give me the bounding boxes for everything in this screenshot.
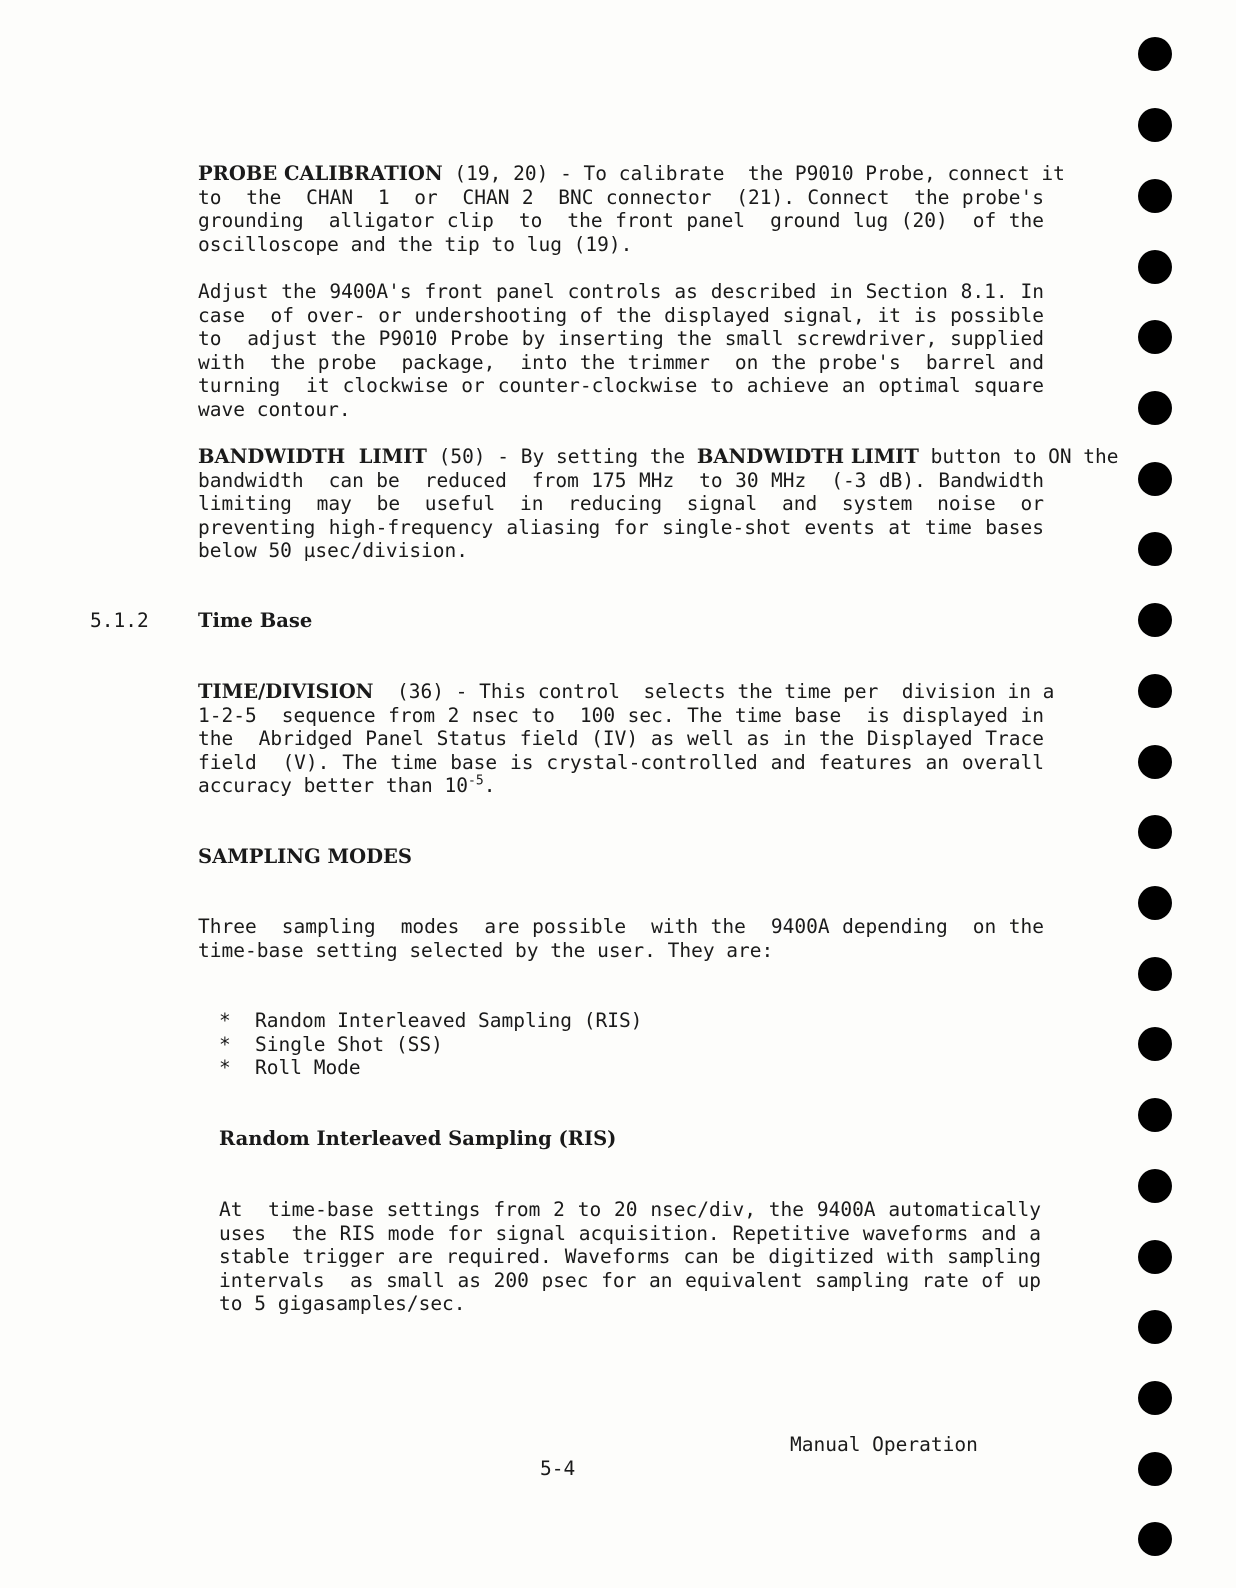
- list-item: Random Interleaved Sampling (RIS): [255, 1009, 643, 1032]
- list-item-bullet: *: [219, 1033, 231, 1056]
- probe-calibration-line-4: oscilloscope and the tip to lug (19).: [198, 232, 633, 256]
- bandwidth-limit-paragraph: [198, 445, 1119, 563]
- accuracy-exponent: -5: [468, 773, 484, 789]
- punch-hole: [1138, 674, 1172, 708]
- punch-hole: [1138, 815, 1172, 849]
- sampling-intro-line-2: time-base setting selected by the user. They are:: [198, 938, 774, 962]
- ris-line-2: uses the RIS mode for signal acquisition. Repetitive waveforms and a: [219, 1221, 1041, 1245]
- punch-hole: [1138, 532, 1172, 566]
- list-item: Roll Mode: [255, 1056, 361, 1079]
- punch-hole: [1138, 391, 1172, 425]
- bandwidth-line-5: below 50 µsec/division.: [198, 539, 469, 563]
- punch-hole: [1138, 1169, 1172, 1203]
- list-item-bullet: *: [219, 1056, 231, 1079]
- adjust-line-2: case of over- or undershooting of the displayed signal, it is possible: [198, 303, 1044, 327]
- ris-line-1: At time-base settings from 2 to 20 nsec/div, the 9400A automatically: [219, 1198, 1041, 1221]
- ris-line-4: intervals as small as 200 psec for an equivalent sampling rate of up: [219, 1268, 1041, 1292]
- time-division-line-1: TIME/DIVISION (36) - This control selects the time per division in a: [198, 680, 1055, 703]
- bandwidth-limit-heading: BANDWIDTH LIMIT: [198, 445, 427, 468]
- list-item-bullet: *: [219, 1009, 231, 1032]
- footer-section-label: Manual Operation: [790, 1433, 978, 1456]
- punch-hole: [1138, 886, 1172, 920]
- sampling-modes-intro: [198, 915, 1044, 962]
- probe-calibration-line-1: PROBE CALIBRATION (19, 20) - To calibrate the P9010 Probe, connect it: [198, 162, 1065, 185]
- punch-hole: [1138, 108, 1172, 142]
- probe-calibration-paragraph: [198, 162, 1065, 256]
- time-division-line-4: field (V). The time base is crystal-controlled and features an overall: [198, 750, 1044, 774]
- punch-hole: [1138, 1098, 1172, 1132]
- adjust-paragraph: [198, 280, 1044, 422]
- bandwidth-line-2: bandwidth can be reduced from 175 MHz to 30 MHz (-3 dB). Bandwidth: [198, 468, 1044, 492]
- punch-hole: [1138, 179, 1172, 213]
- punch-hole: [1138, 603, 1172, 637]
- adjust-line-4: with the probe package, into the trimmer on the probe's barrel and: [198, 350, 1044, 374]
- punch-hole: [1138, 320, 1172, 354]
- bandwidth-line-4: preventing high-frequency aliasing for single-shot events at time bases: [198, 515, 1044, 539]
- time-division-line-5: accuracy better than $10^{-5}$.: [198, 773, 496, 798]
- time-division-heading: TIME/DIVISION: [198, 680, 374, 703]
- punch-hole: [1138, 462, 1172, 496]
- section-number: 5.1.2: [90, 609, 149, 632]
- sampling-modes-heading: SAMPLING MODES: [198, 845, 412, 868]
- time-division-paragraph: [198, 680, 1055, 798]
- adjust-line-1: Adjust the 9400A's front panel controls as described in Section 8.1. In: [198, 280, 1044, 303]
- punch-hole: [1138, 957, 1172, 991]
- list-item: Single Shot (SS): [255, 1033, 443, 1056]
- punch-hole: [1138, 1381, 1172, 1415]
- probe-calibration-heading: PROBE CALIBRATION: [198, 162, 443, 185]
- ris-line-5: to 5 gigasamples/sec.: [219, 1292, 466, 1316]
- punch-hole: [1138, 1240, 1172, 1274]
- bandwidth-line-1: BANDWIDTH LIMIT (50) - By setting the BANDWIDTH LIMIT button to ON the: [198, 445, 1119, 468]
- time-division-line-3: the Abridged Panel Status field (IV) as well as in the Displayed Trace: [198, 727, 1044, 751]
- bandwidth-limit-inline: BANDWIDTH LIMIT: [696, 445, 919, 468]
- adjust-line-6: wave contour.: [198, 397, 351, 421]
- punch-hole: [1138, 745, 1172, 779]
- bandwidth-line-3: limiting may be useful in reducing signal and system noise or: [198, 492, 1044, 516]
- ris-heading: Random Interleaved Sampling (RIS): [219, 1127, 617, 1150]
- punch-hole: [1138, 1310, 1172, 1344]
- ris-paragraph: [219, 1198, 1041, 1316]
- punch-hole: [1138, 37, 1172, 71]
- adjust-line-5: turning it clockwise or counter-clockwise to achieve an optimal square: [198, 374, 1044, 398]
- sampling-intro-line-1: Three sampling modes are possible with the 9400A depending on the: [198, 915, 1044, 938]
- ris-line-3: stable trigger are required. Waveforms can be digitized with sampling: [219, 1245, 1041, 1269]
- punch-hole: [1138, 1522, 1172, 1556]
- section-title: Time Base: [198, 609, 313, 632]
- probe-calibration-line-3: grounding alligator clip to the front panel ground lug (20) of the: [198, 209, 1044, 233]
- punch-hole: [1138, 250, 1172, 284]
- adjust-line-3: to adjust the P9010 Probe by inserting the small screwdriver, supplied: [198, 327, 1044, 351]
- punch-hole: [1138, 1452, 1172, 1486]
- page-number: 5-4: [540, 1457, 576, 1480]
- time-division-line-2: 1-2-5 sequence from 2 nsec to 100 sec. The time base is displayed in: [198, 703, 1044, 727]
- punch-hole: [1138, 1027, 1172, 1061]
- probe-calibration-line-2: to the CHAN 1 or CHAN 2 BNC connector (21). Connect the probe's: [198, 185, 1044, 209]
